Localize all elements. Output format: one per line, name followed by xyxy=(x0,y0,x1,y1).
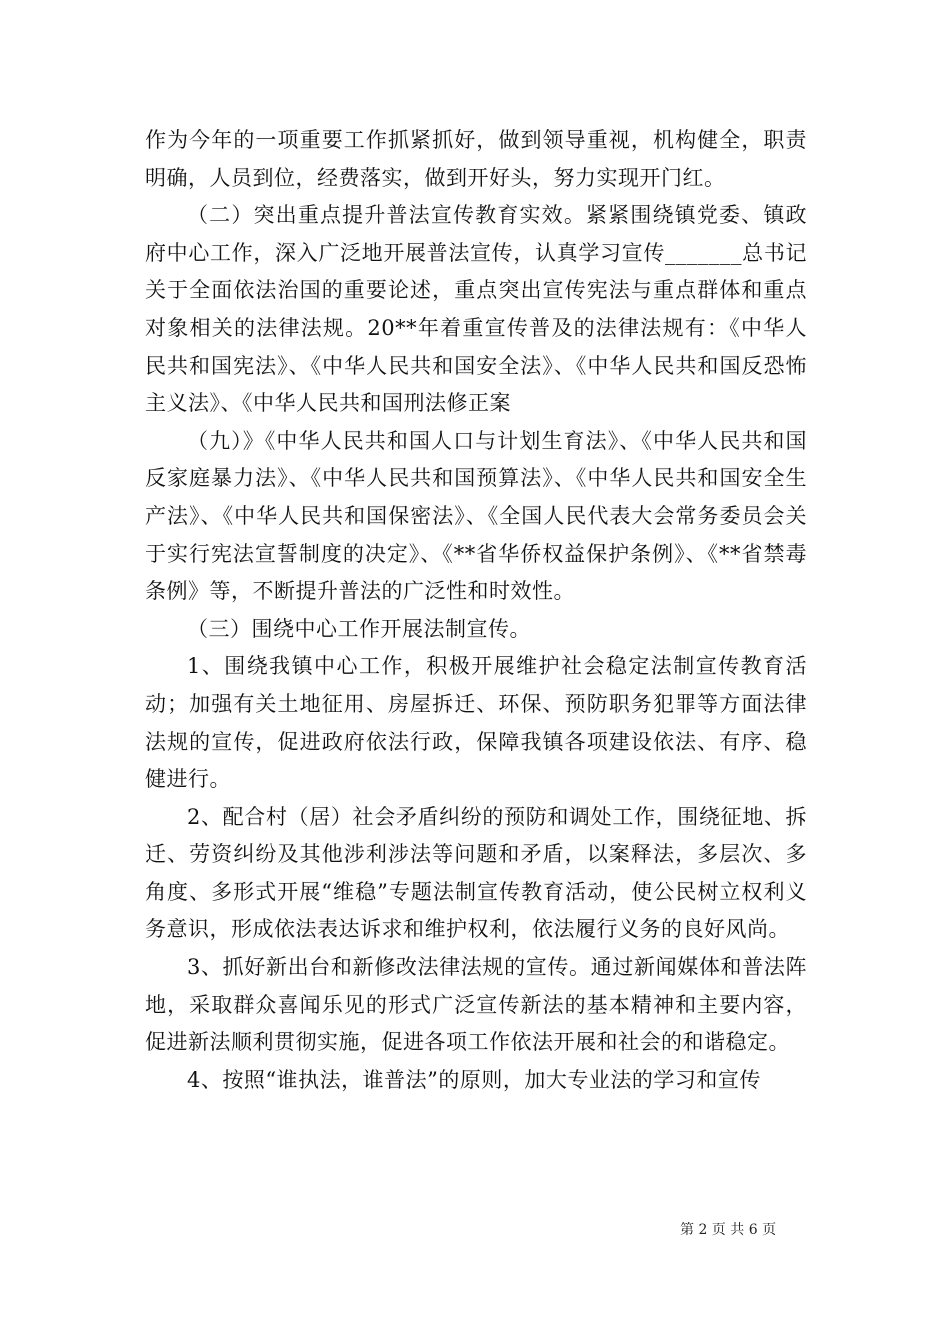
paragraph-section-three-heading: （三）围绕中心工作开展法制宣传。 xyxy=(187,616,531,641)
paragraph-item-4: 4、按照“谁执法，谁普法”的原则，加大专业法的学习和宣传 xyxy=(187,1067,761,1092)
page-number-footer: 第 2 页 共 6 页 xyxy=(680,1222,777,1238)
paragraph-continuation: 作为今年的一项重要工作抓紧抓好，做到领导重视，机构健全，职责明确，人员到位，经费落实，做到开好头，努力实现开门红。 xyxy=(145,128,807,190)
paragraph-item-1: 1、围绕我镇中心工作，积极开展维护社会稳定法制宣传教育活动；加强有关土地征用、房屋拆迁、环保、预防职务犯罪等方面法律法规的宣传，促进政府依法行政，保障我镇各项建设依法、有序、稳健进行。 xyxy=(145,654,807,792)
paragraph-law-list: （九）》《中华人民共和国人口与计划生育法》、《中华人民共和国反家庭暴力法》、《中华人民共和国预算法》、《中华人民共和国安全生产法》、《中华人民共和国保密法》、《全国人民代表大会常务委员会关于实行宪法宣誓制度的决定》、《**省华侨权益保护条例》、《**省禁毒条例》等，不断提升普法的广泛性和时效性。 xyxy=(145,428,807,604)
paragraph-section-two: （二）突出重点提升普法宣传教育实效。紧紧围绕镇党委、镇政府中心工作，深入广泛地开展普法宣传，认真学习宣传_______总书记关于全面依法治国的重要论述，重点突出宣传宪法与重点群体和重点对象相关的法律法规。20**年着重宣传普及的法律法规有：《中华人民共和国宪法》、《中华人民共和国安全法》、《中华人民共和国反恐怖主义法》、《中华人民共和国刑法修正案 xyxy=(145,203,807,416)
paragraph-item-3: 3、抓好新出台和新修改法律法规的宣传。通过新闻媒体和普法阵地，采取群众喜闻乐见的形式广泛宣传新法的基本精神和主要内容，促进新法顺利贯彻实施，促进各项工作依法开展和社会的和谐稳定。 xyxy=(145,955,807,1055)
paragraph-item-2: 2、配合村（居）社会矛盾纠纷的预防和调处工作，围绕征地、拆迁、劳资纠纷及其他涉利涉法等问题和矛盾，以案释法，多层次、多角度、多形式开展“维稳”专题法制宣传教育活动，使公民树立权利义务意识，形成依法表达诉求和维护权利，依法履行义务的良好风尚。 xyxy=(145,804,807,942)
document-body xyxy=(145,122,807,1099)
